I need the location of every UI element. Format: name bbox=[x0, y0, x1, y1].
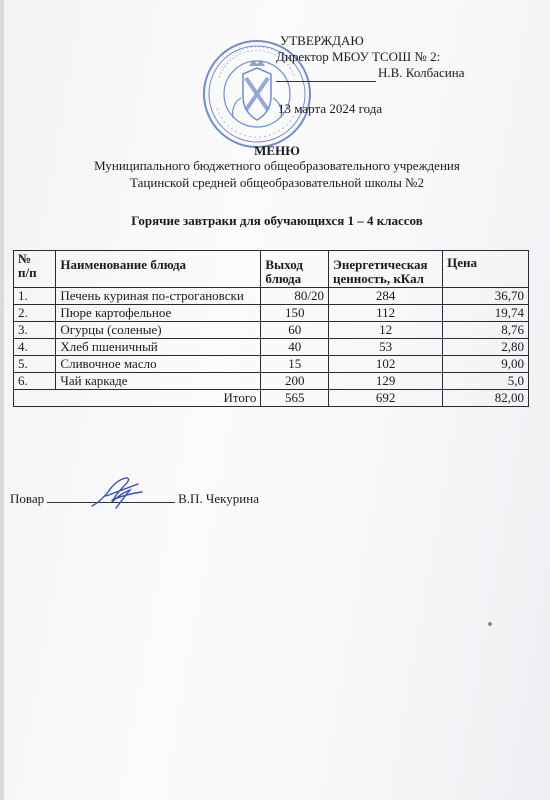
header-price-text: Цена bbox=[447, 255, 478, 270]
header-energy-line-2: ценность, кКал bbox=[333, 271, 424, 286]
header-dish-name-text: Наименование блюда bbox=[60, 257, 187, 272]
row-price: 36,70 bbox=[443, 288, 529, 305]
row-energy: 102 bbox=[329, 356, 443, 373]
row-output: 15 bbox=[261, 356, 329, 373]
header-price bbox=[443, 251, 529, 288]
table-total-row bbox=[14, 390, 529, 407]
row-dish-name: Хлеб пшеничный bbox=[56, 339, 261, 356]
cook-name: В.П. Чекурина bbox=[178, 491, 259, 506]
table-header-row bbox=[14, 251, 529, 288]
header-number-line-1: № bbox=[18, 251, 32, 266]
row-energy: 12 bbox=[329, 322, 443, 339]
row-price: 19,74 bbox=[443, 305, 529, 322]
table-row bbox=[14, 356, 529, 373]
row-output: 40 bbox=[261, 339, 329, 356]
director-signature-underline bbox=[276, 81, 376, 82]
row-number: 4. bbox=[14, 339, 56, 356]
row-dish-name: Сливочное масло bbox=[56, 356, 261, 373]
total-label: Итого bbox=[14, 390, 261, 407]
table-row bbox=[14, 339, 529, 356]
table-row bbox=[14, 305, 529, 322]
director-name: Н.В. Колбасина bbox=[378, 65, 465, 80]
approval-date: 13 марта 2024 года bbox=[278, 101, 383, 116]
row-energy: 53 bbox=[329, 339, 443, 356]
menu-subtitle: Горячие завтраки для обучающихся 1 – 4 классов bbox=[131, 213, 423, 228]
row-energy: 112 bbox=[329, 305, 443, 322]
table-row bbox=[14, 373, 529, 390]
row-output: 150 bbox=[261, 305, 329, 322]
row-dish-name: Печень куриная по-строгановски bbox=[56, 288, 261, 305]
organization-name bbox=[4, 157, 550, 191]
row-number: 2. bbox=[14, 305, 56, 322]
document-sheet bbox=[4, 0, 550, 800]
row-price: 5,0 bbox=[443, 373, 529, 390]
header-energy-line-1: Энергетическая bbox=[333, 257, 428, 272]
total-energy: 692 bbox=[329, 390, 443, 407]
director-signature-line bbox=[276, 65, 465, 81]
header-output bbox=[261, 251, 329, 288]
row-output: 60 bbox=[261, 322, 329, 339]
organization-line-1: Муниципального бюджетного общеобразовательного учреждения bbox=[94, 158, 460, 173]
header-output-line-1: Выход bbox=[265, 257, 303, 272]
header-energy bbox=[329, 251, 443, 288]
paper-speck bbox=[488, 622, 492, 626]
header-number bbox=[14, 251, 56, 288]
approve-word: УТВЕРЖДАЮ bbox=[280, 33, 364, 48]
row-energy: 284 bbox=[329, 288, 443, 305]
cook-signature-icon bbox=[86, 472, 150, 512]
row-dish-name: Огурцы (соленые) bbox=[56, 322, 261, 339]
cook-label: Повар bbox=[10, 491, 45, 506]
row-output: 200 bbox=[261, 373, 329, 390]
row-price: 2,80 bbox=[443, 339, 529, 356]
row-output: 80/20 bbox=[261, 288, 329, 305]
header-dish-name bbox=[56, 251, 261, 288]
approval-block bbox=[276, 33, 465, 81]
organization-line-2: Тацинской средней общеобразовательной школы №2 bbox=[130, 175, 424, 190]
row-dish-name: Чай каркаде bbox=[56, 373, 261, 390]
row-dish-name: Пюре картофельное bbox=[56, 305, 261, 322]
page-title: МЕНЮ bbox=[254, 143, 300, 158]
row-price: 8,76 bbox=[443, 322, 529, 339]
header-number-line-2: п/п bbox=[18, 265, 37, 280]
total-output: 565 bbox=[261, 390, 329, 407]
row-price: 9,00 bbox=[443, 356, 529, 373]
total-price: 82,00 bbox=[443, 390, 529, 407]
row-number: 5. bbox=[14, 356, 56, 373]
menu-table bbox=[13, 250, 529, 407]
row-energy: 129 bbox=[329, 373, 443, 390]
row-number: 1. bbox=[14, 288, 56, 305]
row-number: 6. bbox=[14, 373, 56, 390]
table-row bbox=[14, 322, 529, 339]
header-output-line-2: блюда bbox=[265, 271, 302, 286]
row-number: 3. bbox=[14, 322, 56, 339]
director-line: Директор МБОУ ТСОШ № 2: bbox=[276, 49, 441, 64]
table-row bbox=[14, 288, 529, 305]
